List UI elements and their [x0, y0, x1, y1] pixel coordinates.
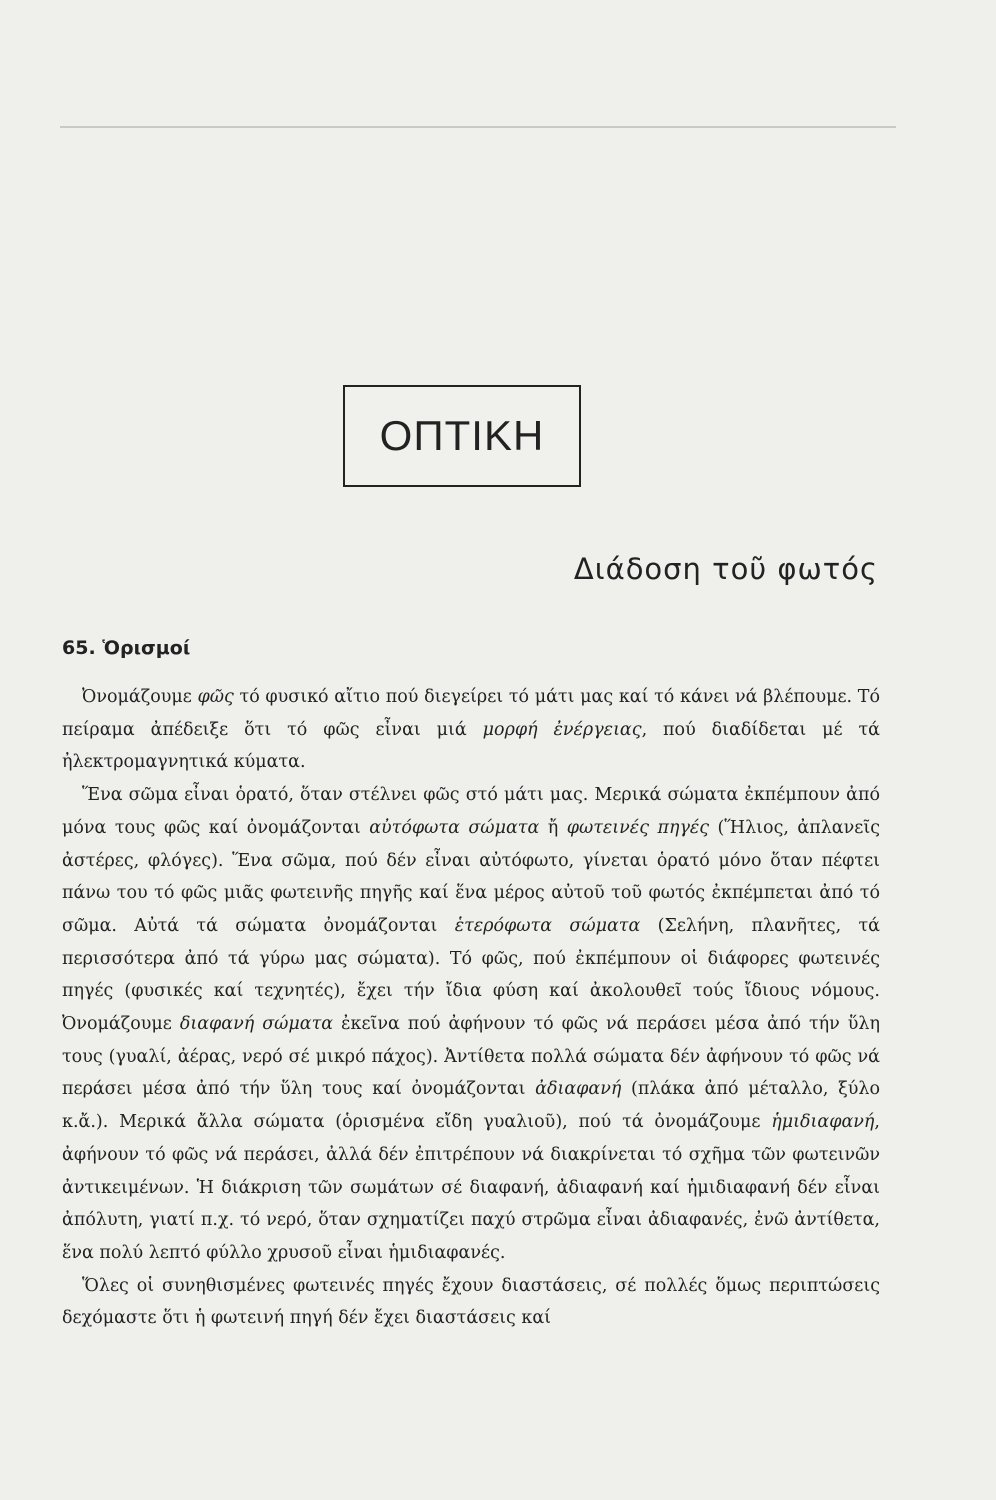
text-run: , πού διαδίδεται μέ τά ἠλεκτρομαγνητικά κύματα. — [62, 719, 880, 773]
text-run: ἐκεῖνα πού ἀφήνουν τό φῶς νά περάσει μέσα ἀπό τήν ὕλη τους (γυαλί, ἀέρας, νερό σέ μικρό πάχος). Ἀντίθετα πολλά σώματα δέν ἀφήνουν τό φῶς νά περάσει μέσα ἀπό τήν ὕλη τους καί ὀνομάζονται — [62, 1014, 880, 1100]
section-heading: 65. Ὁρισμοί — [62, 637, 191, 659]
text-run: , ἀφήνουν τό φῶς νά περάσει, ἀλλά δέν ἐπιτρέπουν νά διακρίνεται τό σχῆμα τῶν φωτεινῶν ἀντικειμένων. Ἡ διάκριση τῶν σωμάτων σέ διαφανή, ἀδιαφανή καί ἡμιδιαφανή δέν εἶναι ἀπόλυτη, γιατί π.χ. τό νερό, ὅταν σχηματίζει παχύ στρῶμα εἶναι ἀδιαφανές, ἐνῶ ἀντίθετα, ἕνα πολύ λεπτό φύλλο χρυσοῦ εἶναι ἡμιδιαφανές. — [62, 1112, 880, 1263]
emphasized-term: μορφή ἐνέργειας — [482, 719, 642, 740]
text-run: (Σελήνη, πλανῆτες, τά περισσότερα ἀπό τά γύρω μας σώματα). Τό φῶς, πού ἐκπέμπουν οἱ διάφορες φωτεινές πηγές (φυσικές καί τεχνητές), ἔχει τήν ἴδια φύση καί ἀκολουθεῖ τούς ἴδιους νόμους. Ὀνομάζουμε — [62, 915, 880, 1035]
emphasized-term: ἀδιαφανή — [535, 1079, 622, 1100]
text-run: Ὀνομάζουμε — [82, 687, 198, 707]
emphasized-term: διαφανή σώματα — [179, 1014, 334, 1035]
text-run: Ὅλες οἱ συνηθισμένες φωτεινές πηγές ἔχουν διαστάσεις, σέ πολλές ὅμως περιπτώσεις δεχόμαστε ὅτι ἡ φωτεινή πηγή δέν ἔχει διαστάσεις καί — [62, 1275, 880, 1329]
text-run: τό φυσικό αἴτιο πού διεγείρει τό μάτι μας καί τό κάνει νά βλέπουμε. Τό πείραμα ἀπέδειξε ὅτι τό φῶς εἶναι μιά — [62, 687, 881, 740]
emphasized-term: αὐτόφωτα σώματα — [369, 817, 540, 838]
emphasized-term: ἡμιδιαφανή — [771, 1112, 875, 1133]
text-run: (Ἥλιος, ἀπλανεῖς ἀστέρες, φλόγες). Ἕνα σῶμα, πού δέν εἶναι αὐτόφωτο, γίνεται ὁρατό μόνο ὅταν πέφτει πάνω του τό φῶς μιᾶς φωτεινῆς πηγῆς καί ἕνα μέρος αὐτοῦ τοῦ φωτός ἐκπέμπεται ἀπό τό σῶμα. Αὐτά τά σώματα ὀνομάζονται — [62, 817, 880, 936]
paragraph — [62, 779, 880, 1270]
chapter-title: ΟΠΤΙΚΗ — [379, 412, 545, 459]
paragraph — [62, 681, 880, 779]
text-run: (πλάκα ἀπό μέταλλο, ξύλο κ.ἄ.). Μερικά ἄλλα σώματα (ὁρισμένα εἴδη γυαλιοῦ), πού τά ὀνομάζουμε — [62, 1079, 880, 1133]
paragraph — [62, 1270, 880, 1335]
text-run: Ἕνα σῶμα εἶναι ὁρατό, ὅταν στέλνει φῶς στό μάτι μας. Μερικά σώματα ἐκπέμπουν ἀπό μόνα τους φῶς καί ὀνομάζονται — [62, 785, 880, 838]
show-through-rule — [60, 126, 896, 128]
emphasized-term: ἑτερόφωτα σώματα — [454, 915, 641, 936]
body-text — [62, 681, 880, 1335]
emphasized-term: φῶς — [197, 687, 234, 707]
emphasized-term: φωτεινές πηγές — [566, 817, 710, 838]
chapter-subtitle: Διάδοση τοῦ φωτός — [573, 552, 878, 586]
chapter-title-box — [343, 385, 581, 487]
text-run: ἤ — [539, 817, 567, 838]
